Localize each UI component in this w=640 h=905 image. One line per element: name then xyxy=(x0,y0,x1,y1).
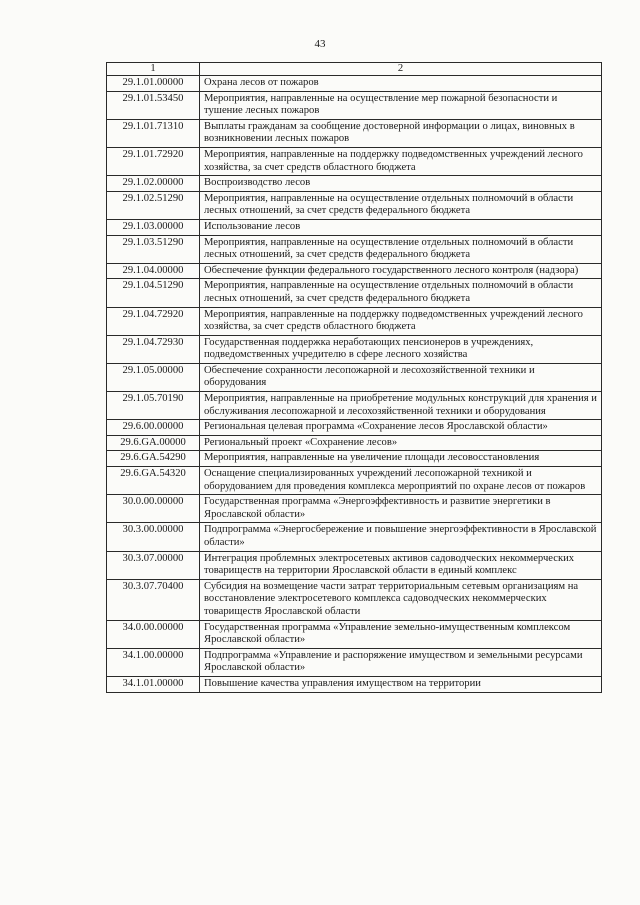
row-code: 30.0.00.00000 xyxy=(107,495,200,523)
row-code: 29.6.00.00000 xyxy=(107,420,200,436)
table-row xyxy=(107,676,602,692)
row-code: 30.3.00.00000 xyxy=(107,523,200,551)
row-code: 29.1.01.72920 xyxy=(107,147,200,175)
row-description: Государственная программа «Энергоэффективность и развитие энергетики в Ярославской области» xyxy=(200,495,602,523)
row-code: 29.6.GA.54320 xyxy=(107,467,200,495)
table-row xyxy=(107,279,602,307)
row-description: Подпрограмма «Энергосбережение и повышение энергоэффективности в Ярославской области» xyxy=(200,523,602,551)
row-description: Мероприятия, направленные на поддержку подведомственных учреждений лесного хозяйства, за счет средств областного бюджета xyxy=(200,147,602,175)
table-row xyxy=(107,176,602,192)
row-description: Повышение качества управления имуществом на территории xyxy=(200,676,602,692)
row-description: Воспроизводство лесов xyxy=(200,176,602,192)
row-code: 30.3.07.70400 xyxy=(107,579,200,620)
row-description: Обеспечение функции федерального государственного лесного контроля (надзора) xyxy=(200,263,602,279)
row-code: 29.1.01.71310 xyxy=(107,119,200,147)
row-description: Субсидия на возмещение части затрат территориальным сетевым организациям на восстановление электросетевого комплекса садоводческих некоммерческих товариществ Ярославской области xyxy=(200,579,602,620)
row-code: 29.1.02.51290 xyxy=(107,191,200,219)
row-code: 29.6.GA.54290 xyxy=(107,451,200,467)
row-description: Мероприятия, направленные на приобретение модульных конструкций для хранения и обслуживания лесопожарной и лесохозяйственной техники и оборудования xyxy=(200,392,602,420)
row-description: Мероприятия, направленные на осуществление отдельных полномочий в области лесных отношений, за счет средств федерального бюджета xyxy=(200,191,602,219)
row-code: 29.1.05.00000 xyxy=(107,363,200,391)
table-row xyxy=(107,551,602,579)
table-body xyxy=(107,76,602,693)
row-code: 29.1.04.00000 xyxy=(107,263,200,279)
row-code: 29.1.01.53450 xyxy=(107,91,200,119)
row-description: Обеспечение сохранности лесопожарной и лесохозяйственной техники и оборудования xyxy=(200,363,602,391)
row-code: 30.3.07.00000 xyxy=(107,551,200,579)
table-row xyxy=(107,620,602,648)
table-row xyxy=(107,579,602,620)
row-code: 29.1.03.51290 xyxy=(107,235,200,263)
table-row xyxy=(107,435,602,451)
table-row xyxy=(107,119,602,147)
budget-classification-table xyxy=(106,62,602,693)
row-description: Выплаты гражданам за сообщение достоверной информации о лицах, виновных в возникновении лесных пожаров xyxy=(200,119,602,147)
table-row xyxy=(107,91,602,119)
table-row xyxy=(107,648,602,676)
row-code: 34.1.00.00000 xyxy=(107,648,200,676)
row-description: Государственная программа «Управление земельно-имущественным комплексом Ярославской области» xyxy=(200,620,602,648)
page-number: 43 xyxy=(314,38,326,50)
table-row xyxy=(107,392,602,420)
row-code: 29.1.03.00000 xyxy=(107,219,200,235)
row-code: 29.1.04.72920 xyxy=(107,307,200,335)
column-header-1: 1 xyxy=(107,63,200,76)
row-description: Региональная целевая программа «Сохранение лесов Ярославской области» xyxy=(200,420,602,436)
table-row xyxy=(107,523,602,551)
table-row xyxy=(107,76,602,92)
row-description: Мероприятия, направленные на поддержку подведомственных учреждений лесного хозяйства, за счет средств областного бюджета xyxy=(200,307,602,335)
table-row xyxy=(107,235,602,263)
row-code: 29.1.05.70190 xyxy=(107,392,200,420)
row-description: Мероприятия, направленные на осуществление отдельных полномочий в области лесных отношений, за счет средств федерального бюджета xyxy=(200,279,602,307)
table-row xyxy=(107,219,602,235)
table-row xyxy=(107,307,602,335)
row-code: 29.1.04.51290 xyxy=(107,279,200,307)
table-row xyxy=(107,363,602,391)
row-description: Государственная поддержка неработающих пенсионеров в учреждениях, подведомственных учредителю в сфере лесного хозяйства xyxy=(200,335,602,363)
row-code: 29.6.GA.00000 xyxy=(107,435,200,451)
row-description: Мероприятия, направленные на осуществление отдельных полномочий в области лесных отношений, за счет средств федерального бюджета xyxy=(200,235,602,263)
table-row xyxy=(107,495,602,523)
row-description: Подпрограмма «Управление и распоряжение имуществом и земельными ресурсами Ярославской области» xyxy=(200,648,602,676)
row-code: 29.1.01.00000 xyxy=(107,76,200,92)
row-code: 34.0.00.00000 xyxy=(107,620,200,648)
table-row xyxy=(107,335,602,363)
column-header-2: 2 xyxy=(200,63,602,76)
row-description: Оснащение специализированных учреждений лесопожарной техникой и оборудованием для проведения комплекса мероприятий по охране лесов от пожаров xyxy=(200,467,602,495)
table-row xyxy=(107,420,602,436)
table-row xyxy=(107,147,602,175)
table-row xyxy=(107,467,602,495)
row-description: Региональный проект «Сохранение лесов» xyxy=(200,435,602,451)
table-row xyxy=(107,191,602,219)
table-row xyxy=(107,263,602,279)
row-description: Мероприятия, направленные на осуществление мер пожарной безопасности и тушение лесных пожаров xyxy=(200,91,602,119)
row-description: Использование лесов xyxy=(200,219,602,235)
row-description: Охрана лесов от пожаров xyxy=(200,76,602,92)
table-header-row xyxy=(107,63,602,76)
table-row xyxy=(107,451,602,467)
row-code: 29.1.02.00000 xyxy=(107,176,200,192)
row-code: 34.1.01.00000 xyxy=(107,676,200,692)
row-description: Мероприятия, направленные на увеличение площади лесовосстановления xyxy=(200,451,602,467)
row-code: 29.1.04.72930 xyxy=(107,335,200,363)
row-description: Интеграция проблемных электросетевых активов садоводческих некоммерческих товариществ на территории Ярославской области в единый комплекс xyxy=(200,551,602,579)
